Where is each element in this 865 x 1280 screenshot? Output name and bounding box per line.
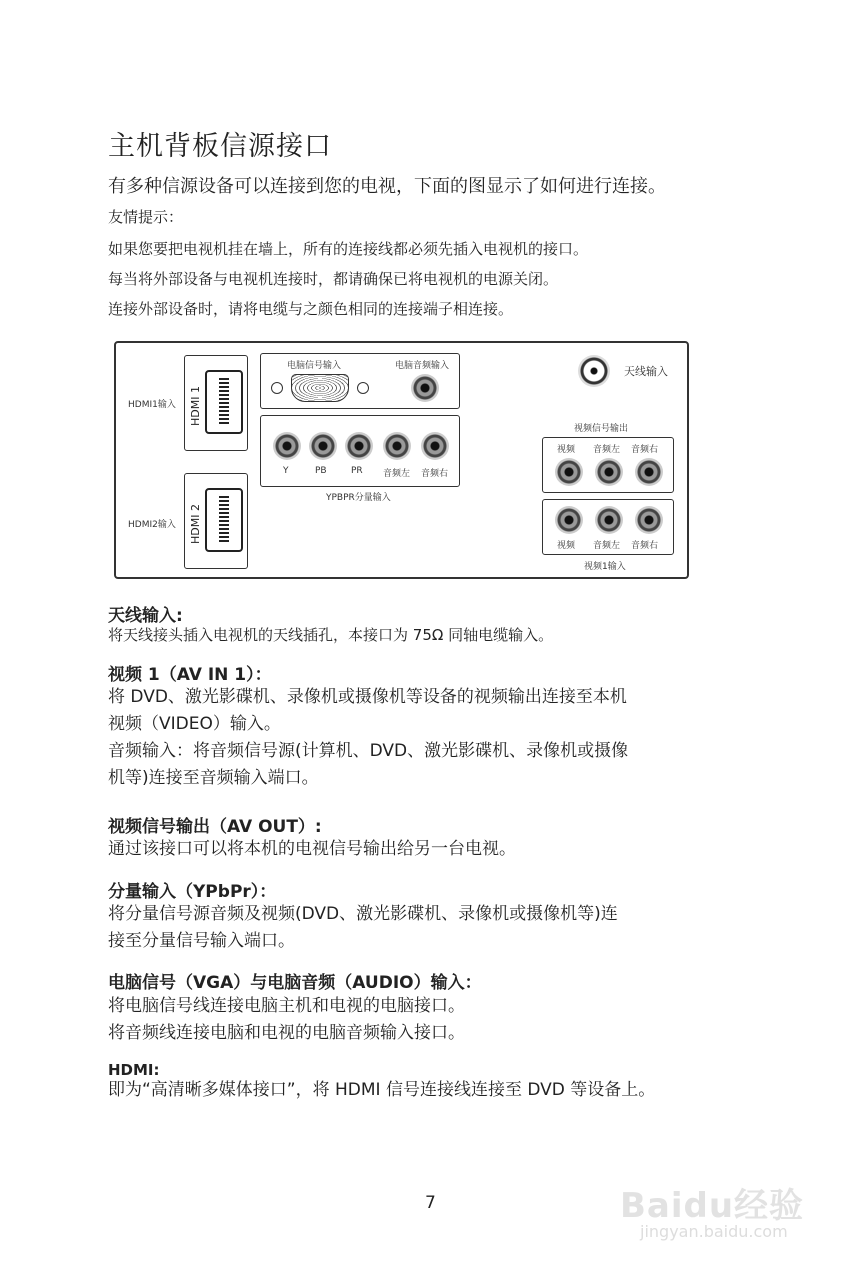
tips-heading: 友情提示： (108, 208, 184, 226)
section-body: 即为“高清晰多媒体接口”，将 HDMI 信号连接线连接至 DVD 等设备上。 (108, 1080, 656, 1100)
av-in-label: 视频1输入 (584, 562, 626, 572)
page-number: 7 (425, 1193, 436, 1213)
screw-icon (357, 382, 369, 394)
audio-l-jack-icon (383, 432, 411, 460)
pc-signal-label: 电脑信号输入 (287, 361, 342, 371)
section-body: 将分量信号源音频及视频(DVD、激光影碟机、录像机或摄像机等)连 接至分量信号输入端口。 (108, 904, 618, 951)
port-audio-r: 音频右 (421, 469, 449, 479)
av-out-box (542, 437, 674, 493)
av-in-video-jack-icon (555, 506, 583, 534)
tip-2: 每当将外部设备与电视机连接时，都请确保已将电视机的电源关闭。 (108, 270, 559, 288)
av-in-audio-l-jack-icon (595, 506, 623, 534)
av-in-audio-l: 音频左 (593, 541, 621, 551)
section-body: 将电脑信号线连接电脑主机和电视的电脑接口。 将音频线连接电脑和电视的电脑音频输入接口。 (108, 996, 465, 1043)
pc-audio-label: 电脑音频输入 (395, 361, 450, 371)
hdmi1-box (184, 355, 248, 451)
av-in-audio-r: 音频右 (631, 541, 659, 551)
section-heading: 视频信号输出（AV OUT）: (108, 817, 322, 837)
watermark-logo: Baidu经验 (620, 1186, 805, 1226)
av-in-video: 视频 (557, 541, 576, 551)
section-heading: HDMI: (108, 1061, 160, 1079)
section-heading: 视频 1（AV IN 1）： (108, 665, 272, 685)
pc-audio-jack-icon (411, 374, 439, 402)
hdmi1-label: HDMI1输入 (128, 400, 176, 410)
av-out-video-jack-icon (555, 458, 583, 486)
hdmi2-box (184, 473, 248, 569)
ypbpr-box (260, 415, 460, 487)
av-out-audio-l: 音频左 (593, 445, 621, 455)
port-pr: PR (351, 466, 363, 476)
port-audio-l: 音频左 (383, 469, 411, 479)
antenna-jack-icon (578, 355, 610, 387)
av-out-video: 视频 (557, 445, 576, 455)
av-out-audio-r: 音频右 (631, 445, 659, 455)
section-heading: 电脑信号（VGA）与电脑音频（AUDIO）输入： (108, 973, 482, 993)
hdmi2-port-label: HDMI 2 (189, 504, 202, 544)
hdmi2-label: HDMI2输入 (128, 520, 176, 530)
vga-port-icon (291, 374, 349, 402)
section-body: 将 DVD、激光影碟机、录像机或摄像机等设备的视频输出连接至本机 视频（VIDEO）输入。 音频输入：将音频信号源(计算机、DVD、激光影碟机、录像机或摄像 机等)连接至音频输入端口。 (108, 687, 629, 788)
ypbpr-label: YPBPR分量输入 (326, 493, 391, 503)
section-body: 通过该接口可以将本机的电视信号输出给另一台电视。 (108, 839, 516, 859)
hdmi1-port-icon (205, 370, 243, 434)
section-heading: 分量输入（YPbPr）： (108, 882, 277, 902)
back-panel-diagram (114, 341, 689, 579)
port-y: Y (283, 466, 289, 476)
watermark-url: jingyan.baidu.com (640, 1222, 788, 1241)
intro-text: 有多种信源设备可以连接到您的电视，下面的图显示了如何进行连接。 (108, 176, 666, 197)
audio-r-jack-icon (421, 432, 449, 460)
av-in-box (542, 499, 674, 555)
y-jack-icon (273, 432, 301, 460)
port-pb: PB (315, 466, 327, 476)
av-out-label: 视频信号输出 (574, 424, 629, 434)
av-out-audio-l-jack-icon (595, 458, 623, 486)
page-title: 主机背板信源接口 (108, 131, 332, 162)
antenna-label: 天线输入 (624, 365, 668, 378)
section-heading: 天线输入: (108, 606, 183, 626)
av-out-audio-r-jack-icon (635, 458, 663, 486)
section-body: 将天线接头插入电视机的天线插孔，本接口为 75Ω 同轴电缆输入。 (108, 626, 554, 644)
screw-icon (271, 382, 283, 394)
tip-1: 如果您要把电视机挂在墙上，所有的连接线都必须先插入电视机的接口。 (108, 240, 589, 258)
pc-box (260, 353, 460, 409)
pr-jack-icon (345, 432, 373, 460)
av-in-audio-r-jack-icon (635, 506, 663, 534)
hdmi2-port-icon (205, 488, 243, 552)
hdmi1-port-label: HDMI 1 (189, 386, 202, 426)
pb-jack-icon (309, 432, 337, 460)
tip-3: 连接外部设备时，请将电缆与之颜色相同的连接端子相连接。 (108, 300, 514, 318)
